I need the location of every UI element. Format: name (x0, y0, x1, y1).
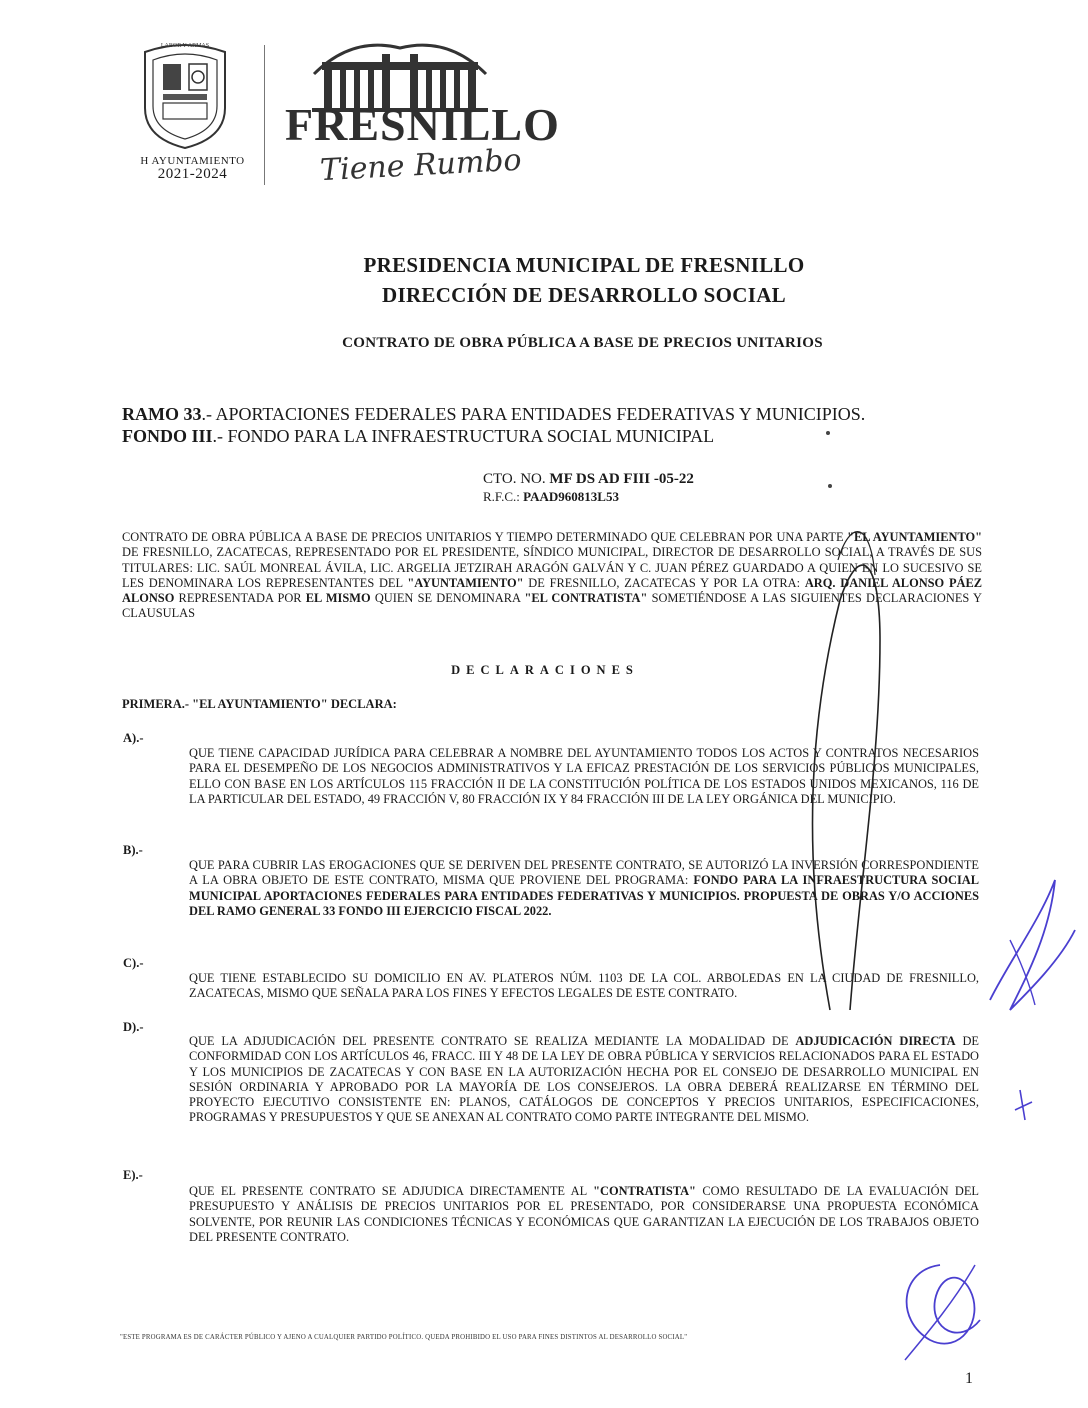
clause-d-modality: ADJUDICACIÓN DIRECTA (795, 1034, 956, 1048)
blue-bottom-signature (907, 1265, 980, 1344)
ayuntamiento-text: H AYUNTAMIENTO (140, 155, 245, 167)
header-divider (264, 45, 265, 185)
intro-text: SOMETIÉNDOSE A LAS SIGUIENTES DECLARACIONES Y CLAUSULAS (122, 591, 982, 621)
clause-d-body-2: DE CONFORMIDAD CON LOS ARTÍCULOS 46, FRACC. III Y 48 DE LA LEY DE OBRA PÚBLICA Y SERVICIOS RELACIONADOS PARA EL ESTADO Y LOS MUNICIPIOS DE ZACATECAS Y CON BASE EN LA AUTORIZACIÓN HECHA POR EL CONSEJO DE DESARROLLO MUNICIPAL EN SESIÓN ORDINARIA Y APROBADO POR LA MAYORÍA DE LOS CONSEJEROS. LA OBRA DEBERÁ REALIZARSE EN TÉRMINO DEL PROYECTO EJECUTIVO CONSISTENTE EN: PLANOS, CATÁLOGOS DE CONCEPTOS Y PRECIOS UNITARIOS, ESPECIFICACIONES, PROGRAMAS Y PRESUPUESTOS Y QUE SE ANEXAN AL CONTRATO COMO PARTE INTEGRANTE DEL MISMO. (189, 1034, 979, 1125)
department-title: DIRECCIÓN DE DESARROLLO SOCIAL (382, 283, 786, 307)
contractor-name: ARQ. DANIEL ALONSO PÁEZ ALONSO (122, 575, 983, 606)
clause-e-body-2: COMO RESULTADO DE LA EVALUACIÓN DEL PRESUPUESTO Y ANÁLISIS DE PRECIOS UNITARIOS POR EL PRESENTADO, POR CONSIDERARSE UNA PROPUESTA ECONÓMICA SOLVENTE, POR REUNIR LAS CONDICIONES TÉCNICAS Y ECONÓMICAS QUE GARANTIZAN LA EJECUCIÓN DE LOS TRABAJOS OBJETO DEL PRESENTE CONTRATO. (189, 1184, 979, 1244)
rfc-line (483, 488, 694, 506)
page-number: 1 (965, 1370, 973, 1387)
rfc-value: PAAD960813L53 (523, 489, 619, 504)
funding-program (122, 403, 982, 447)
intro-bold: "AYUNTAMIENTO" (407, 575, 524, 590)
fondo-line (122, 425, 982, 447)
clause-b-program: FONDO PARA LA INFRAESTRUCTURA SOCIAL MUNICIPAL APORTACIONES FEDERALES PARA ENTIDADES FEDERATIVAS Y MUNICIPIOS. PROPUESTA DE OBRAS Y/O ACCIONES DEL RAMO GENERAL 33 FONDO III EJERCICIO FISCAL 2022. (189, 873, 980, 918)
clause-e-contratista: "CONTRATISTA" (593, 1184, 696, 1198)
ayuntamiento-label (130, 155, 255, 181)
intro-bold: EL MISMO (305, 591, 371, 606)
clause-e-text (189, 1184, 979, 1245)
ayuntamiento-years: 2021-2024 (157, 166, 228, 182)
contract-type-title: CONTRATO DE OBRA PÚBLICA A BASE DE PRECIOS UNITARIOS (342, 335, 823, 351)
intro-text: CONTRATO DE OBRA PÚBLICA A BASE DE PRECIOS UNITARIOS Y TIEMPO DETERMINADO QUE CELEBRAN POR UNA PARTE (122, 530, 848, 544)
intro-text: DE FRESNILLO, ZACATECAS Y POR LA OTRA: (523, 575, 805, 590)
clause-a-text: QUE TIENE CAPACIDAD JURÍDICA PARA CELEBRAR A NOMBRE DEL AYUNTAMIENTO TODOS LOS ACTOS Y CONTRATOS NECESARIOS PARA EL DESEMPEÑO DE LOS NEGOCIOS ADMINISTRATIVOS Y LA EFICAZ PRESTACIÓN DE LOS SERVICIOS PÚBLICOS MUNICIPALES, ELLO CON BASE EN LOS ARTÍCULOS 115 FRACCIÓN II DE LA CONSTITUCIÓN POLÍTICA DE LOS ESTADOS UNIDOS MEXICANOS, 116 DE LA PARTICULAR DEL ESTADO, 49 FRACCIÓN V, 80 FRACCIÓN IX Y 84 FRACCIÓN III DE LA LEY ORGÁNICA DEL MUNICIPIO. (189, 746, 979, 806)
intro-bold: "EL AYUNTAMIENTO" (847, 530, 982, 544)
intro-bold: "EL CONTRATISTA" (524, 591, 648, 606)
fondo-text: .- FONDO PARA LA INFRAESTRUCTURA SOCIAL MUNICIPAL (212, 426, 715, 446)
footer-disclaimer: "ESTE PROGRAMA ES DE CARÁCTER PÚBLICO Y AJENO A CUALQUIER PARTIDO POLÍTICO. QUEDA PROHIBIDO EL USO PARA FINES DISTINTOS AL DESARROLLO SOCIAL" (120, 1334, 688, 1341)
clause-b-label: B).- (123, 843, 143, 857)
clause-d-label: D).- (123, 1020, 144, 1034)
declaraciones-heading: DECLARACIONES (451, 663, 639, 677)
contract-number-line (483, 470, 694, 488)
clause-d-text (189, 1034, 979, 1126)
ramo-label: RAMO 33 (122, 404, 202, 424)
contract-number: MF DS AD FIII -05-22 (549, 471, 694, 487)
intro-text: DE FRESNILLO, ZACATECAS, REPRESENTADO POR EL PRESIDENTE, SÍNDICO MUNICIPAL, DIRECTOR DE DESARROLLO SOCIAL, A TRAVÉS DE SUS TITULARES: LIC. SAÚL MONREAL ÁVILA, LIC. ARGELIA JETZIRAH ARAGÓN GALVÁN Y C. JUAN PÉREZ GUARDADO A QUIEN EN LO SUCESIVO SE LES DENOMINARA LOS REPRESENTANTES DEL (122, 545, 982, 590)
fresnillo-brand: FRESNILLO (285, 99, 560, 150)
document-title: PRESIDENCIA MUNICIPAL DE FRESNILLO (363, 253, 805, 277)
ramo-text: .- APORTACIONES FEDERALES PARA ENTIDADES FEDERATIVAS Y MUNICIPIOS. (201, 404, 866, 424)
municipal-seal-logo (135, 38, 235, 150)
clause-b-body: QUE PARA CUBRIR LAS EROGACIONES QUE SE DERIVEN DEL PRESENTE CONTRATO, SE AUTORIZÓ LA INVERSIÓN CORRESPONDIENTE A LA OBRA OBJETO DE ESTE CONTRATO, MISMA QUE PROVIENE DEL PROGRAMA: (189, 858, 979, 888)
clause-c-text: QUE TIENE ESTABLECIDO SU DOMICILIO EN AV. PLATEROS NÚM. 1103 DE LA COL. ARBOLEDAS EN LA CIUDAD DE FRESNILLO, ZACATECAS, MISMO QUE SEÑALA PARA LOS FINES Y EFECTOS LEGALES DE ESTE CONTRATO. (189, 971, 979, 1001)
fondo-label: FONDO III (122, 426, 213, 446)
intro-text: QUIEN SE DENOMINARA (370, 591, 525, 606)
clause-e-body: QUE EL PRESENTE CONTRATO SE ADJUDICA DIRECTAMENTE AL (189, 1184, 594, 1198)
clause-b-text (189, 858, 979, 919)
clause-a-label: A).- (123, 731, 144, 745)
blue-margin-signature (990, 880, 1075, 1010)
contract-number-label: CTO. NO. (483, 471, 546, 487)
clause-d-body: QUE LA ADJUDICACIÓN DEL PRESENTE CONTRATO SE REALIZA MEDIANTE LA MODALIDAD DE (189, 1034, 796, 1048)
clause-c-label: C).- (123, 956, 144, 970)
ramo-line (122, 403, 982, 425)
intro-text: REPRESENTADA POR (174, 591, 306, 606)
primera-heading: PRIMERA.- "EL AYUNTAMIENTO" DECLARA: (122, 697, 397, 711)
slogan: Tiene Rumbo (319, 142, 523, 189)
clause-e-label: E).- (123, 1168, 143, 1182)
contract-intro-paragraph (122, 530, 982, 622)
svg-text:LABOR Y ARMAS: LABOR Y ARMAS (160, 43, 210, 49)
contract-identifiers (483, 470, 694, 506)
rfc-label: R.F.C.: (483, 489, 520, 504)
